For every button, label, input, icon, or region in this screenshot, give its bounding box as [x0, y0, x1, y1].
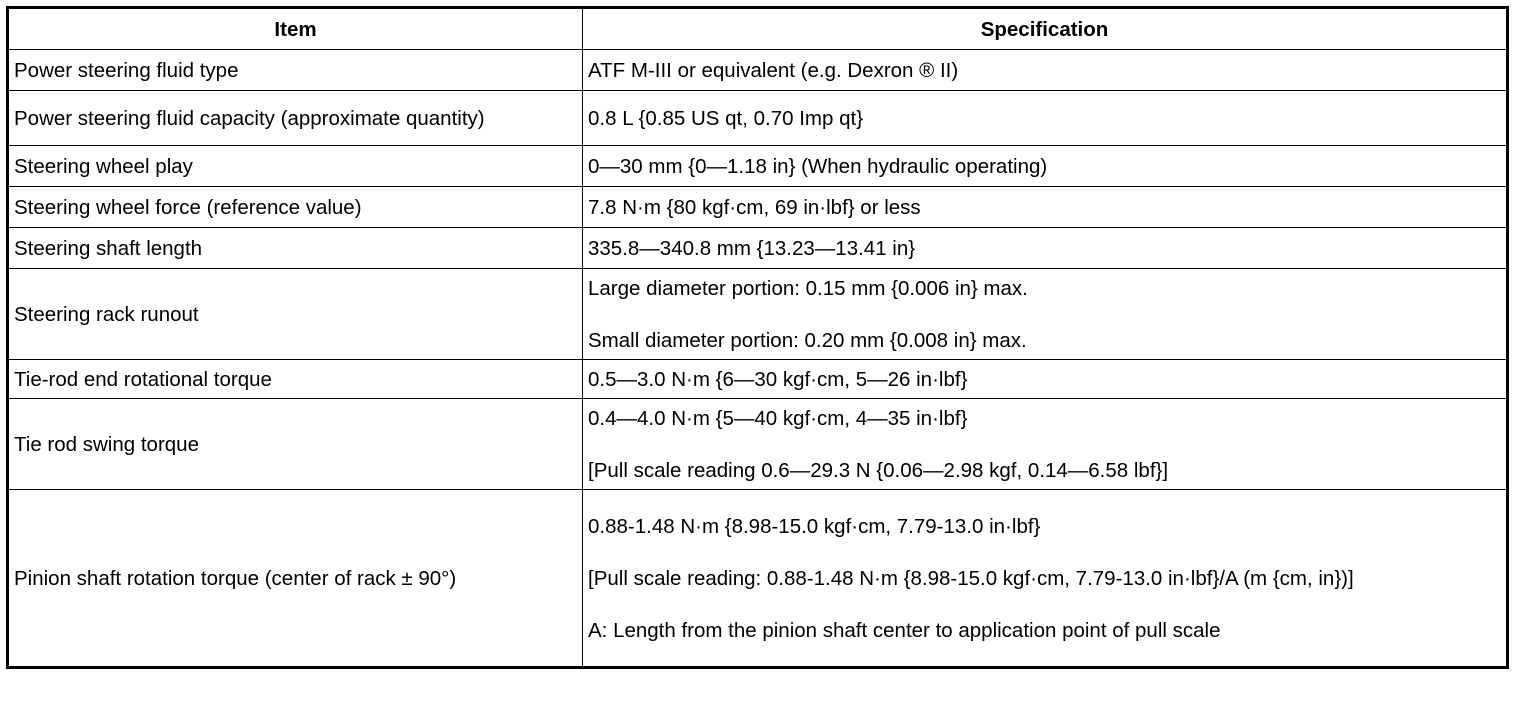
spec-line: 335.8—340.8 mm {13.23—13.41 in} [588, 236, 916, 260]
spec-line: 0.4—4.0 N·m {5—40 kgf·cm, 4—35 in·lbf} [588, 406, 968, 430]
spec-cell [583, 228, 1508, 269]
item-cell: Steering wheel play [8, 146, 583, 187]
table-header-row [8, 8, 1508, 50]
spec-cell [583, 50, 1508, 91]
spec-line: 0.88-1.48 N·m {8.98-15.0 kgf·cm, 7.79-13.0 in·lbf} [588, 514, 1041, 538]
table-row [8, 50, 1508, 91]
item-cell: Power steering fluid capacity (approximate quantity) [8, 91, 583, 146]
column-header-item: Item [8, 8, 583, 50]
spec-cell [583, 91, 1508, 146]
table-row [8, 360, 1508, 399]
spec-cell [583, 146, 1508, 187]
spec-line: [Pull scale reading 0.6—29.3 N {0.06—2.98 kgf, 0.14—6.58 lbf}] [588, 458, 1169, 482]
table-row [8, 490, 1508, 668]
spec-cell [583, 360, 1508, 399]
table-row [8, 228, 1508, 269]
spec-line: Large diameter portion: 0.15 mm {0.006 in} max. [588, 276, 1028, 300]
table-row [8, 146, 1508, 187]
item-cell: Tie-rod end rotational torque [8, 360, 583, 399]
spec-line: A: Length from the pinion shaft center to application point of pull scale [588, 618, 1221, 642]
spec-line: [Pull scale reading: 0.88-1.48 N·m {8.98-15.0 kgf·cm, 7.79-13.0 in·lbf}/A (m {cm, in})] [588, 566, 1354, 590]
table-row [8, 399, 1508, 490]
spec-line: ATF M-III or equivalent (e.g. Dexron ® II) [588, 58, 959, 82]
spec-cell [583, 269, 1508, 360]
spec-line: 0—30 mm {0—1.18 in} (When hydraulic operating) [588, 154, 1048, 178]
item-cell: Steering shaft length [8, 228, 583, 269]
spec-line: Small diameter portion: 0.20 mm {0.008 in} max. [588, 328, 1027, 352]
column-header-specification: Specification [583, 8, 1508, 50]
spec-cell [583, 399, 1508, 490]
table-row [8, 269, 1508, 360]
spec-cell [583, 490, 1508, 668]
spec-cell [583, 187, 1508, 228]
item-cell: Pinion shaft rotation torque (center of rack ± 90°) [8, 490, 583, 668]
item-cell: Power steering fluid type [8, 50, 583, 91]
item-cell: Steering wheel force (reference value) [8, 187, 583, 228]
spec-line: 0.5—3.0 N·m {6—30 kgf·cm, 5—26 in·lbf} [588, 367, 968, 391]
table-row [8, 91, 1508, 146]
item-cell: Tie rod swing torque [8, 399, 583, 490]
item-cell: Steering rack runout [8, 269, 583, 360]
spec-line: 0.8 L {0.85 US qt, 0.70 Imp qt} [588, 106, 864, 130]
specification-table [6, 6, 1509, 669]
table-row [8, 187, 1508, 228]
spec-line: 7.8 N·m {80 kgf·cm, 69 in·lbf} or less [588, 195, 921, 219]
